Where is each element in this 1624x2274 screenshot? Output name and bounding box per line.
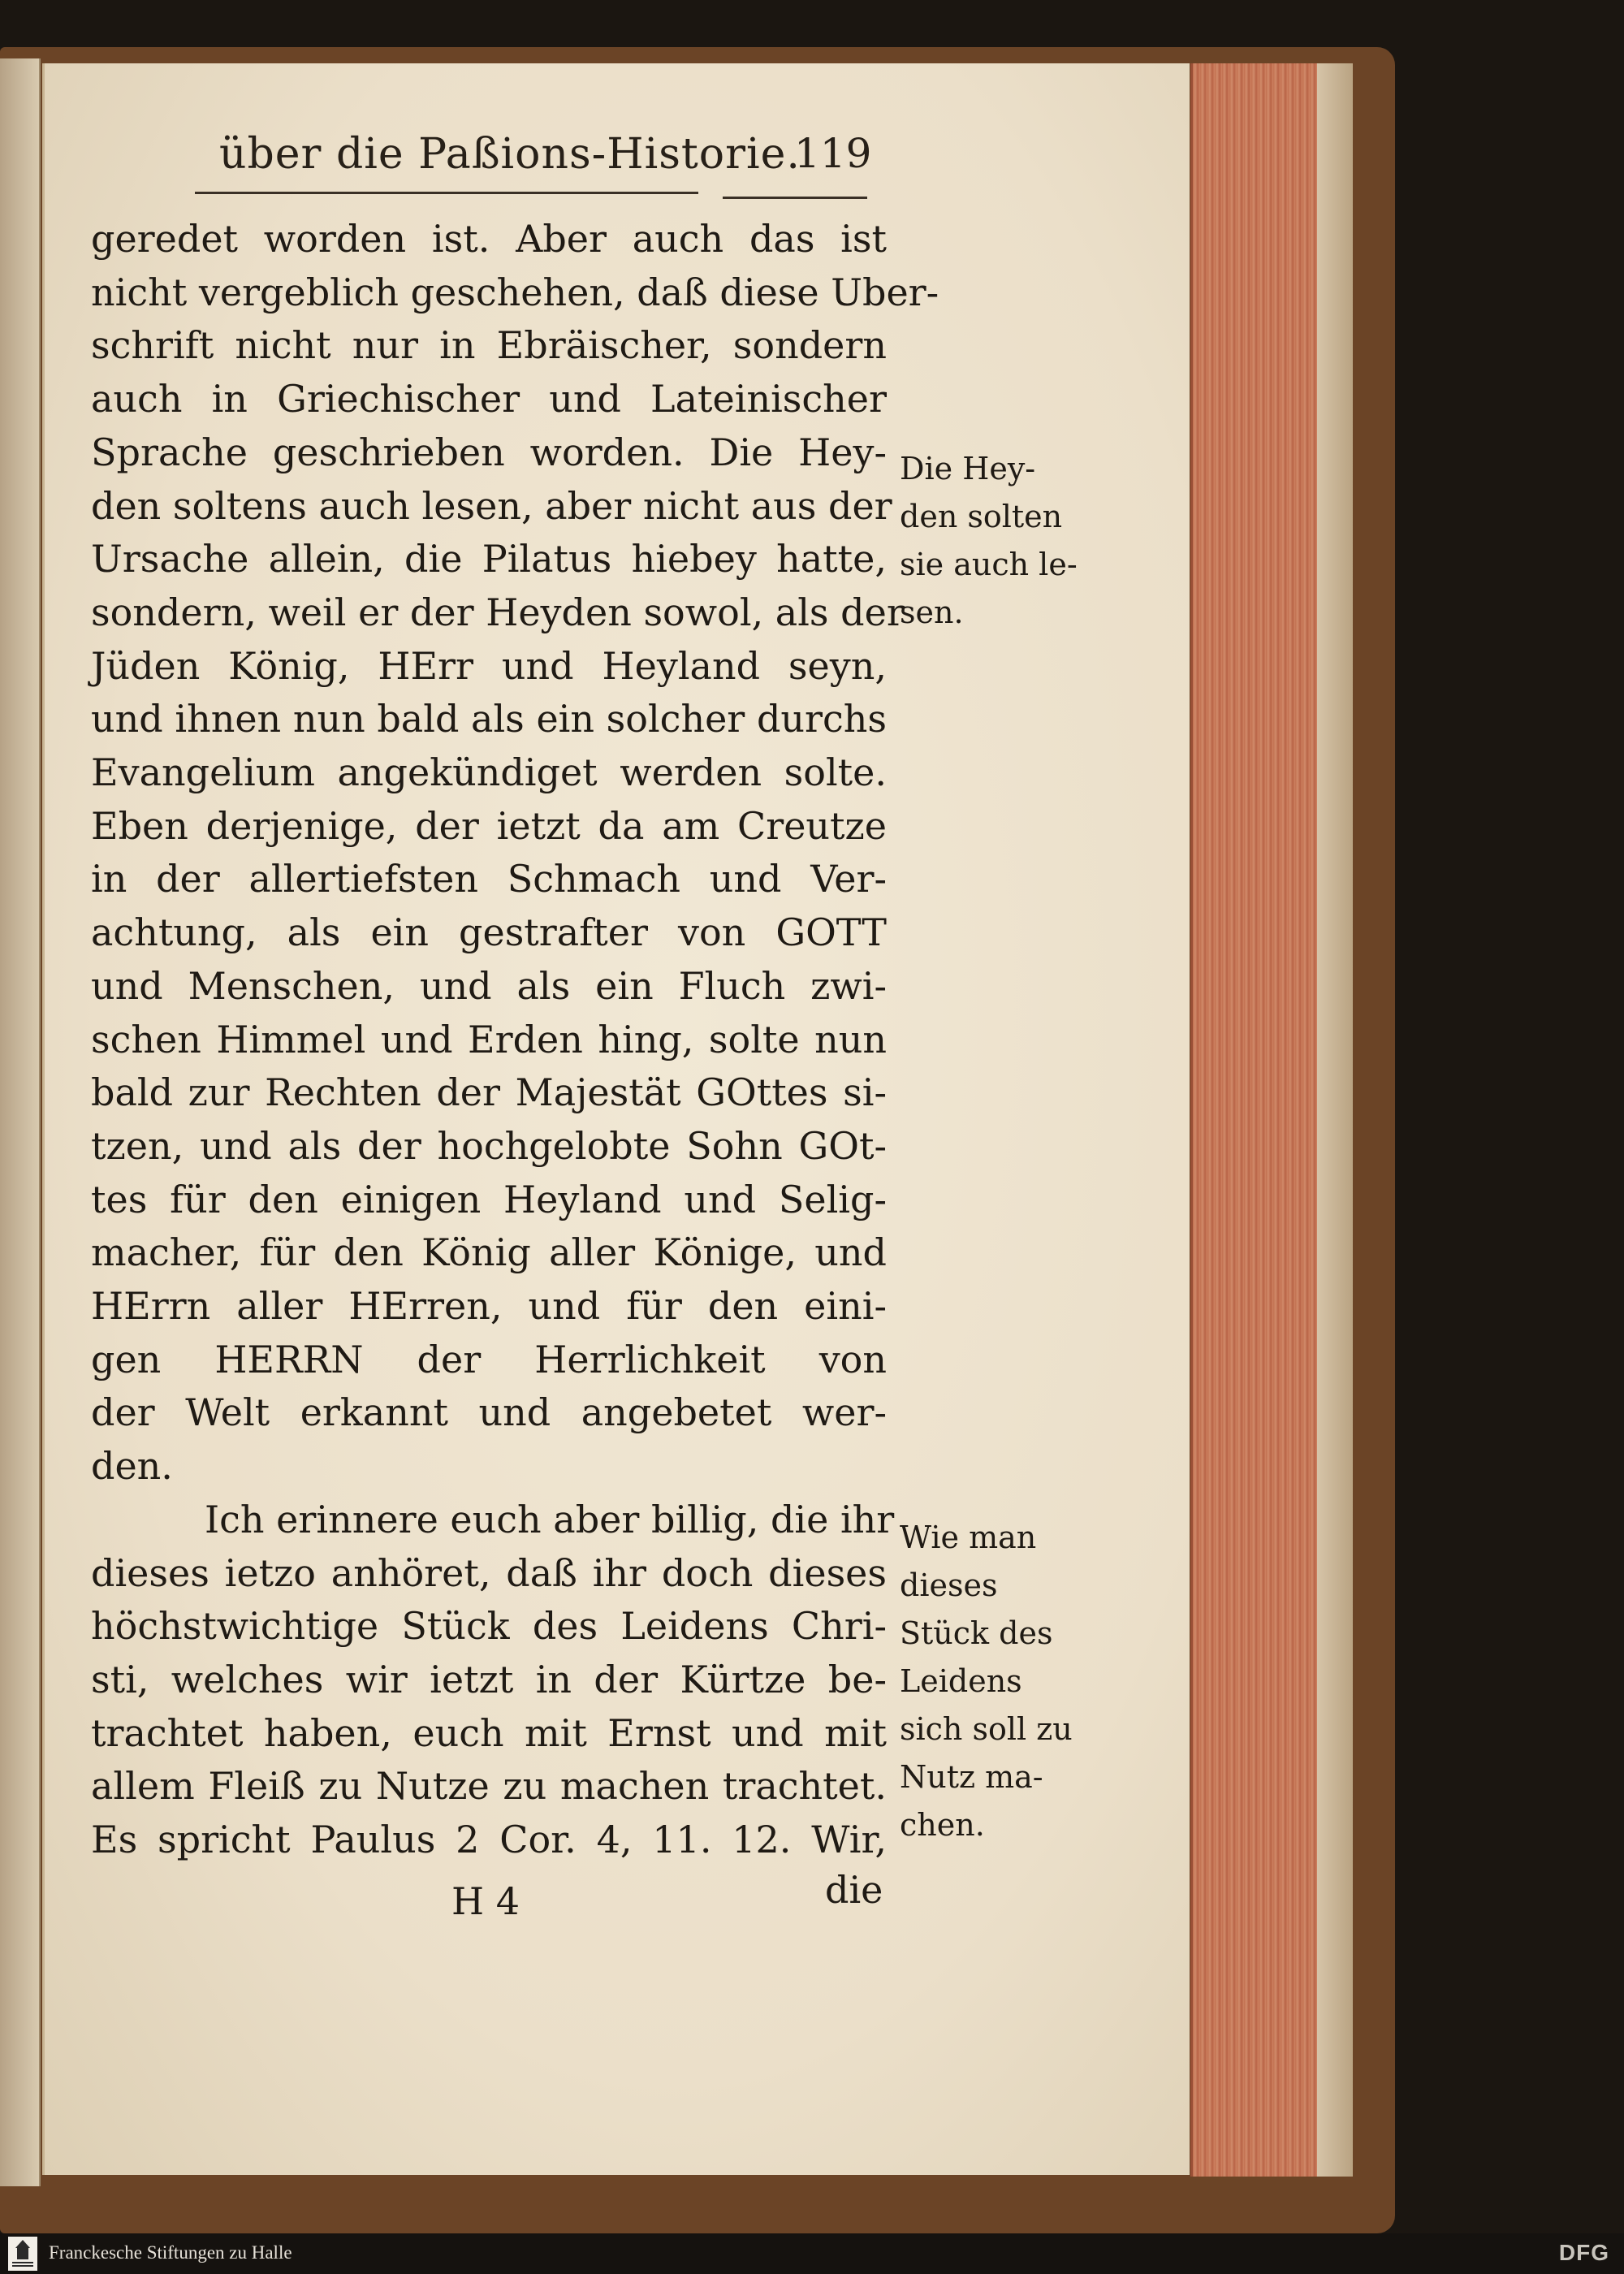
text-line: sti, welches wir ietzt in der Kürtze be- <box>91 1657 887 1701</box>
text-line: in der allertiefsten Schmach und Ver- <box>91 857 887 901</box>
dfg-logo: DFG <box>1558 2240 1609 2265</box>
margin-note-application <box>900 1514 1073 1849</box>
margin-note-line: Nutz ma- <box>900 1759 1043 1795</box>
text-line: den. <box>91 1444 173 1489</box>
left-page-edge <box>0 58 41 2186</box>
text-line: macher, für den König aller Könige, und <box>91 1230 887 1275</box>
text-line: der Welt erkannt und angebetet wer- <box>91 1390 887 1435</box>
text-line: achtung, als ein gestrafter von GOTT <box>91 910 887 955</box>
text-line: und Menschen, und als ein Fluch zwi- <box>91 963 887 1008</box>
header-rule <box>195 192 698 194</box>
text-line: Jüden König, HErr und Heyland seyn, <box>91 643 887 688</box>
text-line: geredet worden ist. Aber auch das ist <box>91 217 887 261</box>
margin-note-line: dieses <box>900 1567 998 1603</box>
viewer-footer-bar <box>0 2233 1624 2274</box>
margin-note-line: Leidens <box>900 1663 1022 1699</box>
signature-mark: H 4 <box>451 1879 520 1923</box>
margin-note-line: chen. <box>900 1807 985 1843</box>
text-line: Eben derjenige, der ietzt da am Creutze <box>91 803 887 848</box>
margin-note-line: Die Hey- <box>900 451 1036 486</box>
text-line: allem Fleiß zu Nutze zu machen trachtet. <box>91 1764 887 1809</box>
margin-note-line: sich soll zu <box>900 1711 1073 1747</box>
text-line: bald zur Rechten der Majestät GOttes si- <box>91 1070 887 1115</box>
text-line: höchstwichtige Stück des Leidens Chri- <box>91 1604 887 1649</box>
page-number: 119 <box>794 130 872 177</box>
margin-note-line: sie auch le- <box>900 547 1078 582</box>
text-line: dieses ietzo anhöret, daß ihr doch dieses <box>91 1550 887 1595</box>
text-line: trachtet haben, euch mit Ernst und mit <box>91 1710 887 1755</box>
margin-note-line: Wie man <box>900 1520 1037 1555</box>
text-line: Sprache geschrieben worden. Die Hey- <box>91 430 887 474</box>
text-line: Ich erinnere euch aber billig, die ihr <box>205 1497 895 1541</box>
page-block-edge <box>1190 63 1320 2177</box>
institution-name: Franckesche Stiftungen zu Halle <box>49 2242 292 2263</box>
text-line: Ursache allein, die Pilatus hiebey hatte, <box>91 537 887 581</box>
text-line: schrift nicht nur in Ebräischer, sondern <box>91 323 887 368</box>
header-rule-short <box>723 197 867 199</box>
margin-note-line: Stück des <box>900 1615 1053 1651</box>
text-line: auch in Griechischer und Lateinischer <box>91 377 887 422</box>
running-head: über die Paßions-Historie. <box>219 130 801 179</box>
text-line: tes für den einigen Heyland und Selig- <box>91 1177 887 1221</box>
text-line: HErrn aller HErren, und für den eini- <box>91 1284 887 1329</box>
text-line: nicht vergeblich geschehen, daß diese Uber- <box>91 270 939 314</box>
text-line: tzen, und als der hochgelobte Sohn GOt- <box>91 1123 887 1168</box>
text-line: sondern, weil er der Heyden sowol, als der <box>91 590 905 634</box>
margin-note-heathen <box>900 445 1078 637</box>
page-block-fore-edge <box>1317 63 1353 2177</box>
text-line: schen Himmel und Erden hing, solte nun <box>91 1017 887 1061</box>
catchword: die <box>825 1868 883 1912</box>
text-line: gen HERRN der Herrlichkeit von <box>91 1337 887 1381</box>
margin-note-line: den solten <box>900 499 1063 534</box>
institution-logo-icon <box>8 2237 37 2271</box>
text-line: den soltens auch lesen, aber nicht aus der <box>91 483 892 528</box>
body-text <box>91 213 939 1867</box>
text-line: Evangelium angekündiget werden solte. <box>91 750 887 795</box>
text-line: Es spricht Paulus 2 Cor. 4, 11. 12. Wir, <box>91 1818 887 1862</box>
text-line: und ihnen nun bald als ein solcher durchs <box>91 697 887 741</box>
margin-note-line: sen. <box>900 594 964 630</box>
